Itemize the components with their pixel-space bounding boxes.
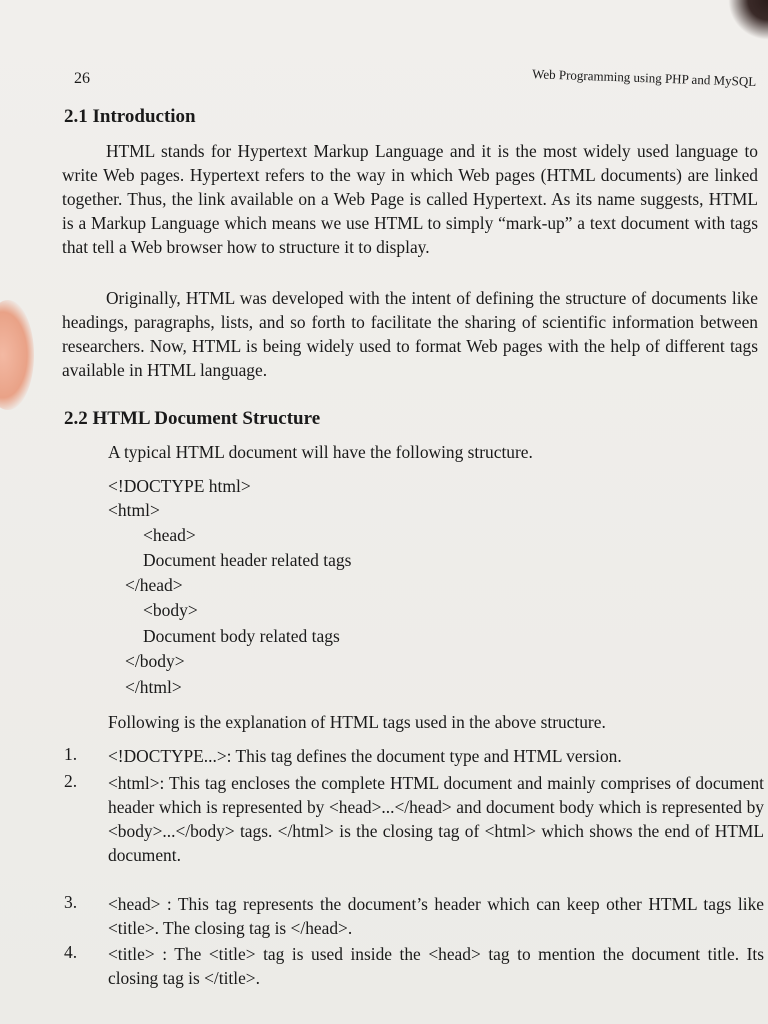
intro-paragraph-2: Originally, HTML was developed with the intent of defining the structure of documents like headings, paragraphs, lists, and so forth to facilitate the sharing of scientific information between researchers. Now, HTML is being widely used to format Web pages with the help of different tags available in HTML language. — [62, 288, 758, 380]
thumb-edge — [0, 300, 34, 410]
page-header — [74, 66, 760, 92]
structure-intro: A typical HTML document will have the following structure. — [108, 442, 533, 462]
list-number-4: 4. — [64, 942, 78, 962]
section-heading-structure: 2.2 HTML Document Structure — [64, 408, 321, 429]
page-number: 26 — [74, 70, 90, 87]
code-line-head-open: <head> — [143, 525, 196, 545]
code-line-html-close: </html> — [125, 677, 182, 697]
intro-paragraph-1: HTML stands for Hypertext Markup Language and it is the most widely used language to write Web pages. Hypertext refers to the way in which Web pages (HTML documents) are linked together. Thus, the link available on a Web Page is called Hypertext. As its name suggests, HTML is a Markup Language which means we use HTML to simply “mark-up” a text document with tags that tell a Web browser how to structure it to display. — [62, 141, 758, 257]
list-item-html: <html>: This tag encloses the complete HTML document and mainly comprises of document header which is represented by <head>...</head> and document body which is represented by <body>...</body> tags. </html> is the closing tag of <html> which shows the end of HTML document. — [108, 773, 764, 865]
code-line-body-open: <body> — [143, 600, 198, 620]
page-corner-shadow — [728, 0, 768, 40]
code-line-doctype: <!DOCTYPE html> — [108, 476, 251, 496]
code-line-html-open: <html> — [108, 500, 160, 520]
code-line-head-content: Document header related tags — [143, 550, 352, 570]
list-number-2: 2. — [64, 771, 78, 791]
list-number-3: 3. — [64, 892, 78, 912]
running-title: Web Programming using PHP and MySQL — [531, 66, 757, 89]
list-item-doctype: <!DOCTYPE...>: This tag defines the document type and HTML version. — [108, 746, 622, 766]
explanation-intro: Following is the explanation of HTML tags used in the above structure. — [108, 712, 606, 732]
list-item-title: <title> : The <title> tag is used inside the <head> tag to mention the document title. Its closing tag is </title>. — [108, 944, 764, 988]
list-item-head: <head> : This tag represents the document’s header which can keep other HTML tags like <title>. The closing tag is </head>. — [108, 894, 764, 938]
code-line-head-close: </head> — [125, 575, 183, 595]
code-line-body-close: </body> — [125, 651, 185, 671]
section-heading-introduction: 2.1 Introduction — [64, 106, 196, 127]
code-line-body-content: Document body related tags — [143, 626, 340, 646]
list-number-1: 1. — [64, 744, 78, 764]
